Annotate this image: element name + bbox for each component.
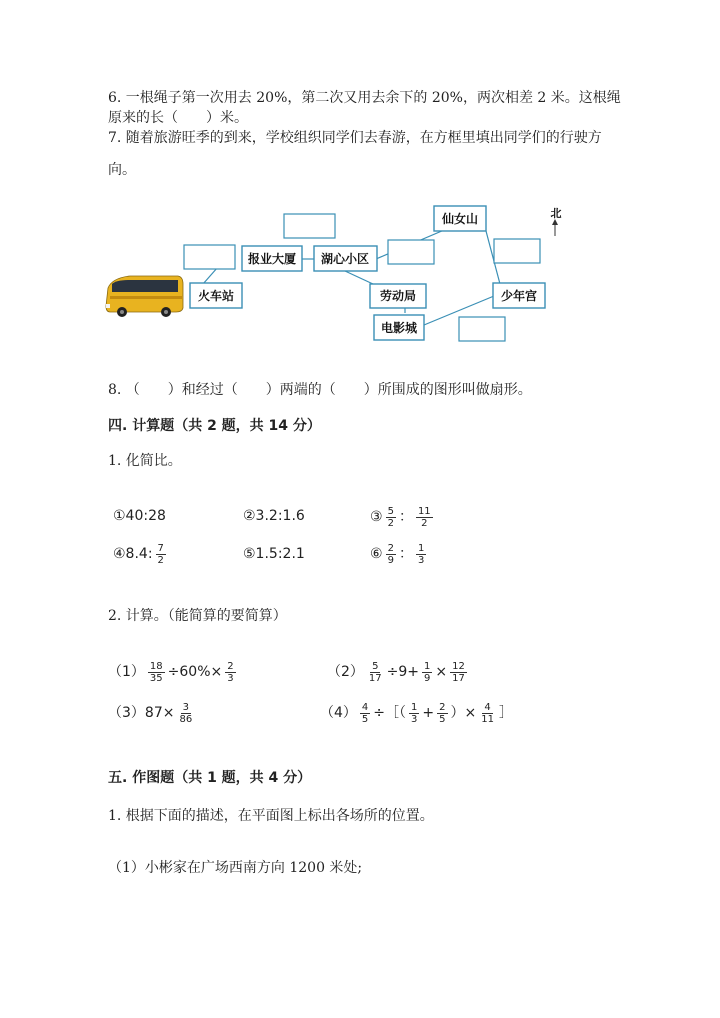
north-label: 北 xyxy=(550,207,562,220)
sec5-sub1-text: （1）小彬家在广场西南方向 1200 米处; xyxy=(108,860,363,876)
answer-box-3[interactable] xyxy=(388,240,434,264)
place-label-huxin: 湖心小区 xyxy=(320,252,370,266)
item-4-label: ④8.4: xyxy=(113,546,153,562)
calc-problem-4: （4） $\frac{4}{5}$ ÷［（ $\frac{1}{3}$ + $\frac{2}{5}$ ）× $\frac{4}{11}$ ］ xyxy=(320,701,513,725)
section4-title: 四. 计算题（共 2 题，共 14 分） xyxy=(108,418,321,434)
q7-line1: 7. 随着旅游旺季的到来，学校组织同学们去春游，在方框里填出同学们的行驶方 xyxy=(108,130,602,146)
fraction: $\frac{1}{3}$ xyxy=(417,542,425,566)
answer-box-1[interactable] xyxy=(284,214,335,238)
q8-text: 8. （ ）和经过（ ）两端的（ ）所围成的图形叫做扇形。 xyxy=(108,382,532,398)
ratio-colon: ： xyxy=(398,546,413,562)
calc-problem-2: （2） $\frac{5}{17}$ ÷9+ $\frac{1}{9}$ × $\frac{12}{17}$ xyxy=(327,660,465,684)
bus-icon xyxy=(106,276,183,317)
answer-box-4[interactable] xyxy=(494,239,540,263)
simplify-item-2: ②3.2:1.6 xyxy=(243,508,305,524)
sec5-q1-text: 1. 根据下面的描述，在平面图上标出各场所的位置。 xyxy=(108,808,434,824)
calc-problem-3: （3）87× $\frac{3}{86}$ xyxy=(108,701,193,725)
place-label-huoche: 火车站 xyxy=(197,289,235,303)
section5-title: 五. 作图题（共 1 题，共 4 分） xyxy=(108,770,312,786)
answer-box-2[interactable] xyxy=(184,245,235,269)
map-lines xyxy=(203,219,500,325)
simplify-item-1: ①40:28 xyxy=(113,508,166,524)
place-label-xiannv: 仙女山 xyxy=(441,212,479,226)
item-3-label: ③ xyxy=(370,509,383,525)
answer-box-5[interactable] xyxy=(459,317,505,341)
place-label-baoye: 报业大厦 xyxy=(247,252,297,266)
simplify-item-3 xyxy=(370,504,436,530)
calc-problem-1: （1） $\frac{18}{35}$ ÷60%× $\frac{2}{3}$ xyxy=(108,660,234,684)
sec4-q1-title: 1. 化简比。 xyxy=(108,453,182,469)
fraction: $\frac{2}{9}$ xyxy=(387,542,394,566)
place-label-shaonian: 少年宫 xyxy=(500,289,538,303)
simplify-item-6 xyxy=(370,541,429,567)
fraction: $\frac{5}{2}$ xyxy=(387,505,394,529)
sec4-q2-title: 2. 计算。（能简算的要简算） xyxy=(108,608,287,624)
q6-line2: 原来的长（ ）米。 xyxy=(108,110,248,126)
north-arrow-icon xyxy=(551,207,562,236)
fraction: $\frac{7}{2}$ xyxy=(157,542,164,566)
place-label-dianying: 电影城 xyxy=(380,321,418,335)
q6-line1: 6. 一根绳子第一次用去 20%，第二次又用去余下的 20%，两次相差 2 米。这根绳 xyxy=(108,90,621,106)
route-map xyxy=(100,200,580,350)
simplify-item-4 xyxy=(113,541,169,567)
simplify-item-5: ⑤1.5:2.1 xyxy=(243,546,305,562)
fraction: $\frac{11}{2}$ xyxy=(417,505,431,529)
q7-line2: 向。 xyxy=(108,162,136,178)
place-label-laodong: 劳动局 xyxy=(379,289,417,303)
ratio-colon: ： xyxy=(398,509,413,525)
item-6-label: ⑥ xyxy=(370,546,383,562)
